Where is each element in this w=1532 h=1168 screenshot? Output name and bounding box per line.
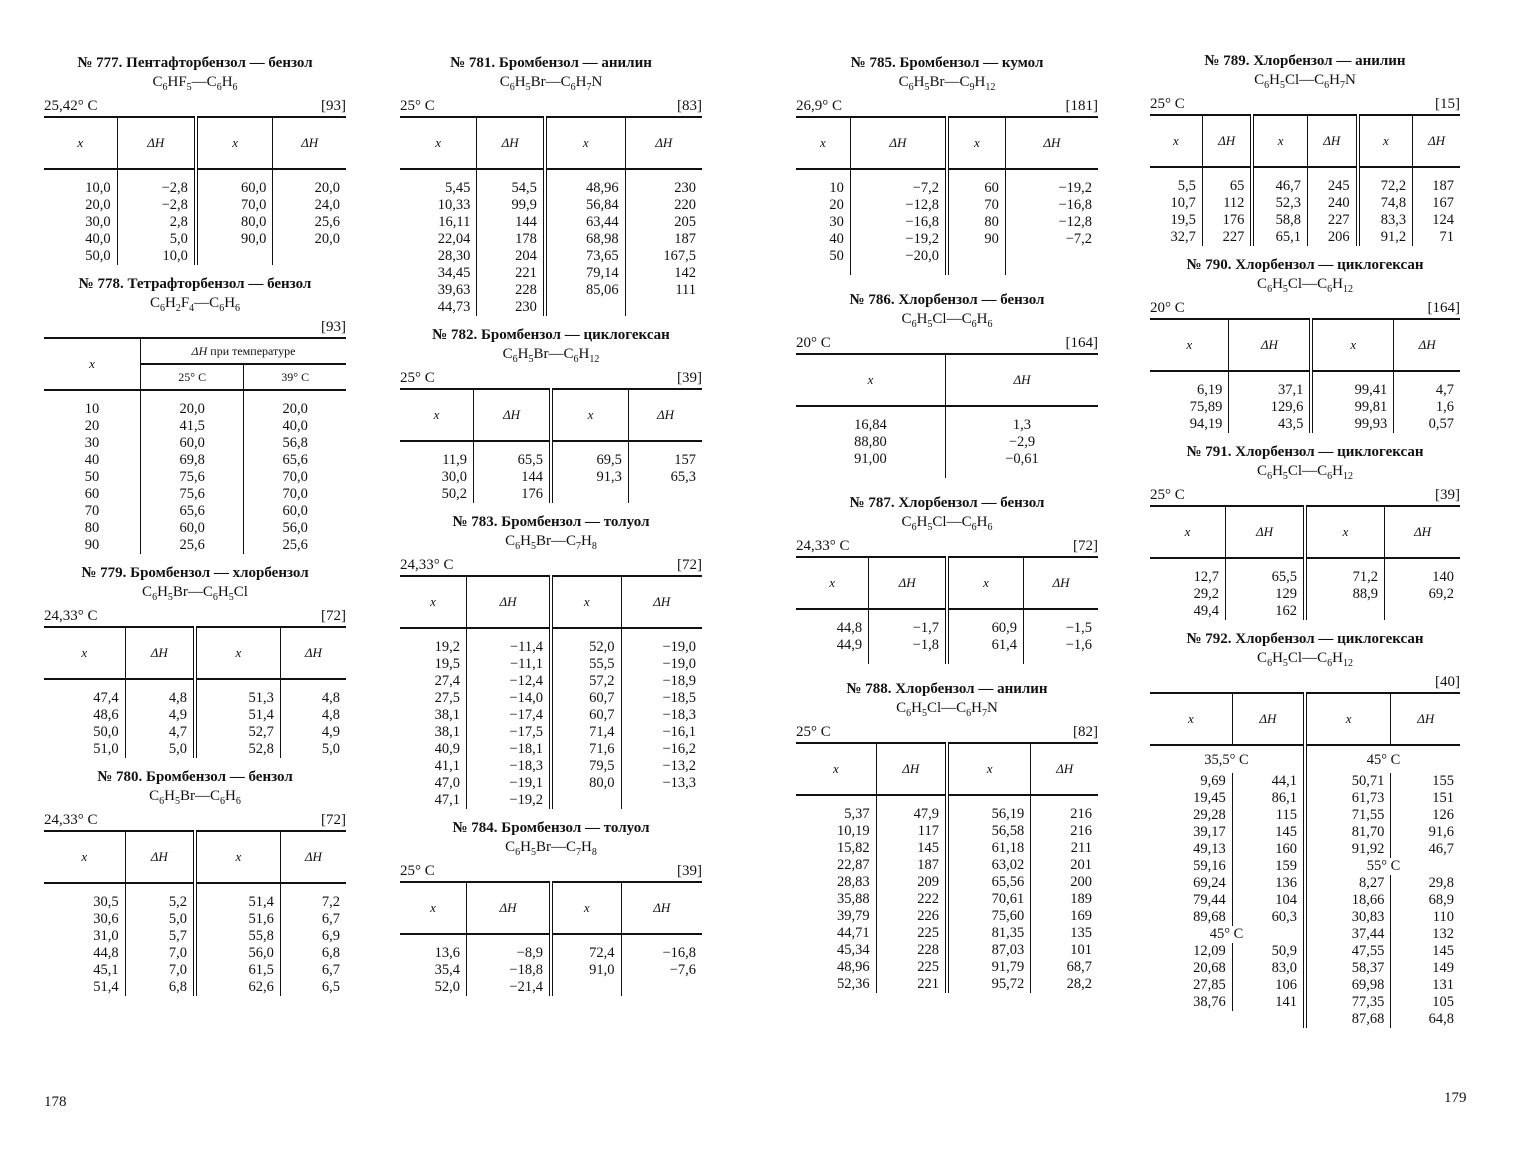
table-title: № 787. Хлорбензол — бензол [849,495,1045,511]
table-row: 29,2 129 88,9 69,2 [1150,586,1460,603]
reference: [93] [321,319,346,335]
table-row: 52,36 221 95,72 28,2 [796,976,1098,993]
table-row: 50 75,6 70,0 [44,469,346,486]
table-row: 48,6 4,9 51,4 4,8 [44,707,346,724]
table-title: № 782. Бромбензол — циклогексан [432,327,670,343]
table-787 [796,494,1098,664]
table-meta [44,318,346,337]
col-header: x [1252,115,1307,167]
reference: [72] [321,608,346,624]
table-row: 11,9 65,5 69,5 157 [400,452,702,469]
col-header: x [947,743,1031,795]
table-row: 30,6 5,0 51,6 6,7 [44,911,346,928]
table-row: 47,4 4,8 51,3 4,8 [44,690,346,707]
table-row: 13,6 −8,9 72,4 −16,8 [400,945,702,962]
table-row: 39,63 228 85,06 111 [400,282,702,299]
table-row: 48,96 225 91,79 68,7 [796,959,1098,976]
temperature: 25° C [1150,96,1185,112]
table-formula: $C_6H_5Cl—C_6H_7N$ [1254,72,1356,91]
table-row: 34,45 221 79,14 142 [400,265,702,282]
data-table [44,116,346,265]
table-row: 5,45 54,5 48,96 230 [400,180,702,197]
col-header: x [1150,693,1232,745]
table-formula: $C_6H_2F_4—C_6H_6$ [149,295,241,314]
table-row: 29,28 115 71,55 126 [1150,807,1460,824]
table-title: № 789. Хлорбензол — анилин [1204,53,1406,69]
col-header: ΔH [467,882,551,934]
table-row: 28,30 204 73,65 167,5 [400,248,702,265]
table-row: 50,2 176 [400,486,702,503]
table-row: 49,13 160 91,92 46,7 [1150,841,1460,858]
col-header: ΔH [850,117,947,169]
data-table [796,742,1098,993]
col-header: x [551,389,628,441]
reference: [82] [1073,724,1098,740]
table-meta [44,607,346,626]
table-row: 88,80 −2,9 [796,434,1098,451]
table-meta [796,537,1098,556]
col-header: ΔH при температуре [141,338,347,364]
table-row: 19,5 −11,1 55,5 −19,0 [400,656,702,673]
data-table [796,556,1098,664]
table-row: 45° C 37,44 132 [1150,926,1460,943]
col-header: x [196,117,273,169]
table-792 [1150,630,1460,1028]
col-header: x [44,627,125,679]
col-header: x [195,627,280,679]
table-row: 22,04 178 68,98 187 [400,231,702,248]
table-row: 19,2 −11,4 52,0 −19,0 [400,639,702,656]
col-header: 39° C [281,369,310,384]
table-formula: $C_6H_5Br—C_6H_6$ [149,788,241,807]
table-meta [44,97,346,116]
data-table [1150,692,1460,1028]
table-row: 70 65,6 60,0 [44,503,346,520]
reference: [72] [677,557,702,573]
table-row: 47,1 −19,2 [400,792,702,809]
col-header: ΔH [656,407,674,422]
table-row: 50 −20,0 [796,248,1098,265]
col-header: x [796,743,876,795]
col-header: x [551,576,621,628]
table-row: 45,34 228 87,03 101 [796,942,1098,959]
table-meta [400,369,702,388]
col-header: ΔH [1413,524,1431,539]
table-title: № 783. Бромбензол — толуол [452,514,650,530]
table-title: № 780. Бромбензол — бензол [97,769,293,785]
col-header: ΔH [125,831,195,883]
col-header: ΔH [1013,372,1031,387]
table-title: № 791. Хлорбензол — циклогексан [1186,444,1424,460]
table-row: 44,73 230 [400,299,702,316]
data-table [1150,114,1460,246]
table-row: 27,4 −12,4 57,2 −18,9 [400,673,702,690]
column-4 [1150,52,1460,1038]
table-row: 40,0 5,0 90,0 20,0 [44,231,346,248]
table-title: № 781. Бромбензол — анилин [450,55,652,71]
table-row: 38,1 −17,5 71,4 −16,1 [400,724,702,741]
table-title: № 779. Бромбензол — хлорбензол [81,565,309,581]
table-778 [44,275,346,554]
table-meta [796,97,1098,116]
data-table [400,388,702,503]
table-row: 19,45 86,1 61,73 151 [1150,790,1460,807]
table-row: 40 −19,2 90 −7,2 [796,231,1098,248]
col-header: x [1358,115,1413,167]
table-row: 80 60,0 56,0 [44,520,346,537]
table-row: 6,19 37,1 99,41 4,7 [1150,382,1460,399]
reference: [164] [1427,300,1460,316]
table-title: № 785. Бромбензол — кумол [850,55,1044,71]
temperature: 20° C [1150,300,1185,316]
table-formula: $C_6H_5Br—C_6H_7N$ [499,74,603,93]
table-row: 30 60,0 56,8 [44,435,346,452]
temperature: 25° C [400,98,435,114]
col-header: ΔH [474,389,551,441]
table-meta [796,723,1098,742]
table-row: 87,68 64,8 [1150,1011,1460,1028]
col-header: ΔH [1232,693,1305,745]
col-header: x [796,354,945,406]
table-782 [400,326,702,503]
table-meta [44,811,346,830]
table-title: № 790. Хлорбензол — циклогексан [1186,257,1424,273]
table-row: 44,71 225 81,35 135 [796,925,1098,942]
col-header: ΔH [304,645,322,660]
col-header: ΔH [1418,337,1436,352]
table-row: 10,33 99,9 56,84 220 [400,197,702,214]
table-title: № 784. Бромбензол — толуол [452,820,650,836]
table-row: 20 −12,8 70 −16,8 [796,197,1098,214]
table-row: 22,87 187 63,02 201 [796,857,1098,874]
table-row: 51,4 6,8 62,6 6,5 [44,979,346,996]
table-row: 69,24 136 8,27 29,8 [1150,875,1460,892]
table-row: 27,85 106 69,98 131 [1150,977,1460,994]
table-row: 50,0 4,7 52,7 4,9 [44,724,346,741]
col-header: x [400,117,477,169]
col-header: x [1305,693,1391,745]
table-row: 28,83 209 65,56 200 [796,874,1098,891]
col-header: ΔH [117,117,196,169]
col-header: x [400,576,467,628]
col-header: 25° C [141,364,244,390]
col-header: ΔH [653,594,671,609]
col-header: ΔH [1428,133,1446,148]
table-row: 41,1 −18,3 79,5 −13,2 [400,758,702,775]
table-row: 59,16 159 55° C [1150,858,1460,875]
column-3 [796,54,1098,1003]
table-row: 38,76 141 77,35 105 [1150,994,1460,1011]
table-title: № 792. Хлорбензол — циклогексан [1186,631,1424,647]
table-row: 31,0 5,7 55,8 6,9 [44,928,346,945]
table-row: 47,0 −19,1 80,0 −13,3 [400,775,702,792]
col-header: ΔH [1052,575,1070,590]
col-header: x [1150,506,1226,558]
table-meta [400,862,702,881]
reference: [72] [1073,538,1098,554]
temperature: 25° C [796,724,831,740]
table-meta [1150,486,1460,505]
table-title: № 786. Хлорбензол — бензол [849,292,1045,308]
table-row: 12,7 65,5 71,2 140 [1150,569,1460,586]
table-row: 10,0 −2,8 60,0 20,0 [44,180,346,197]
table-row: 60 75,6 70,0 [44,486,346,503]
table-row: 44,8 −1,7 60,9 −1,5 [796,620,1098,637]
table-row: 10,7 112 52,3 240 74,8 167 [1150,195,1460,212]
temperature: 24,33° C [44,608,98,624]
table-formula: $C_6H_5Br—C_7H_8$ [505,533,597,552]
table-row: 10,19 117 56,58 216 [796,823,1098,840]
col-header: x [44,831,125,883]
table-row: 19,5 176 58,8 227 83,3 124 [1150,212,1460,229]
table-row: 39,79 226 75,60 169 [796,908,1098,925]
table-row: 16,11 144 63,44 205 [400,214,702,231]
table-row: 39,17 145 81,70 91,6 [1150,824,1460,841]
table-row: 9,69 44,1 50,71 155 [1150,773,1460,790]
table-meta [400,97,702,116]
col-header: ΔH [1202,115,1252,167]
data-table [796,116,1098,275]
table-row: 44,9 −1,8 61,4 −1,6 [796,637,1098,654]
col-header: x [796,557,869,609]
table-formula: $C_6H_5Cl—C_6H_{12}$ [1257,463,1353,482]
table-row: 79,44 104 18,66 68,9 [1150,892,1460,909]
reference: [39] [677,863,702,879]
column-2 [400,54,702,1006]
table-row: 30,0 144 91,3 65,3 [400,469,702,486]
col-header: ΔH [876,743,947,795]
table-meta [1150,95,1460,114]
table-row: 49,4 162 [1150,603,1460,620]
table-785 [796,54,1098,275]
table-formula: $C_6H_5Br—C_6H_{12}$ [502,346,600,365]
table-791 [1150,443,1460,620]
table-786 [796,291,1098,478]
data-table [1150,505,1460,620]
table-row: 12,09 50,9 47,55 145 [1150,943,1460,960]
table-row: 75,89 129,6 99,81 1,6 [1150,399,1460,416]
table-row: 40 69,8 65,6 [44,452,346,469]
table-row: 35,88 222 70,61 189 [796,891,1098,908]
table-formula: $C_6H_5Br—C_7H_8$ [505,839,597,858]
table-formula: $C_6H_5Cl—C_6H_{12}$ [1257,276,1353,295]
col-header: x [947,117,1005,169]
temperature: 26,9° C [796,98,843,114]
col-header: x [1150,115,1202,167]
table-row: 90 25,6 25,6 [44,537,346,554]
reference: [39] [677,370,702,386]
temperature: 24,33° C [400,557,454,573]
col-header: ΔH [125,627,195,679]
table-row: 30,0 2,8 80,0 25,6 [44,214,346,231]
table-title: № 788. Хлорбензол — анилин [846,681,1048,697]
page-number-left: 178 [44,1094,67,1110]
table-row: 27,5 −14,0 60,7 −18,5 [400,690,702,707]
table-row: 91,00 −0,61 [796,451,1098,468]
temperature: 25° C [400,370,435,386]
temperature-group-label: 45° C [1150,926,1305,943]
reference: [72] [321,812,346,828]
table-row: 50,0 10,0 [44,248,346,265]
col-header: ΔH [1417,711,1435,726]
col-header: ΔH [1043,135,1061,150]
table-781 [400,54,702,316]
col-header: x [796,117,850,169]
table-row: 10 20,0 20,0 [44,401,346,418]
table-formula: $C_6H_5Cl—C_6H_{12}$ [1257,650,1353,669]
reference: [39] [1435,487,1460,503]
table-row: 44,8 7,0 56,0 6,8 [44,945,346,962]
table-title: № 778. Тетрафторбензол — бензол [78,276,312,292]
temperature: 20° C [796,335,831,351]
col-header: x [1305,506,1384,558]
col-header: ΔH [301,135,319,150]
table-row: 40,9 −18,1 71,6 −16,2 [400,741,702,758]
reference: [15] [1435,96,1460,112]
data-table [44,626,346,758]
temperature: 25° C [400,863,435,879]
table-790 [1150,256,1460,433]
table-row: 5,5 65 46,7 245 72,2 187 [1150,178,1460,195]
table-meta [1150,673,1460,692]
temperature: 24,33° C [44,812,98,828]
col-header: x [195,831,280,883]
table-formula: $C_6H_5Cl—C_6H_6$ [901,311,993,330]
temperature: 24,33° C [796,538,850,554]
temperature-group-row: 35,5° C 45° C [1150,745,1460,773]
table-788 [796,680,1098,993]
col-header: ΔH [869,557,947,609]
table-meta [796,334,1098,353]
table-783 [400,513,702,809]
col-header: ΔH [1229,319,1311,371]
table-row: 51,0 5,0 52,8 5,0 [44,741,346,758]
table-formula: $C_6HF_5—C_6H_6$ [152,74,238,93]
table-row: 20,68 83,0 58,37 149 [1150,960,1460,977]
data-table [1150,318,1460,433]
table-row: 45,1 7,0 61,5 6,7 [44,962,346,979]
table-meta [1150,299,1460,318]
table-row: 94,19 43,5 99,93 0,57 [1150,416,1460,433]
table-formula: $C_6H_5Br—C_6H_5Cl$ [142,584,248,603]
col-header: x [545,117,625,169]
table-row: 16,84 1,3 [796,417,1098,434]
table-formula: $C_6H_5Br—C_9H_{12}$ [898,74,996,93]
reference: [40] [1435,674,1460,690]
temperature: 25° C [1150,487,1185,503]
col-header: x [44,117,117,169]
table-row: 32,7 227 65,1 206 91,2 71 [1150,229,1460,246]
data-table [400,116,702,316]
table-784 [400,819,702,996]
column-1 [44,54,346,1006]
reference: [83] [677,98,702,114]
col-header: ΔH [1226,506,1305,558]
col-header: ΔH [655,135,673,150]
col-header: x [44,338,141,390]
data-table [796,353,1098,478]
col-header: x [551,882,621,934]
table-row: 52,0 −21,4 [400,979,702,996]
table-row: 30 −16,8 80 −12,8 [796,214,1098,231]
col-header: ΔH [653,900,671,915]
table-formula: $C_6H_5Cl—C_6H_6$ [901,514,993,533]
col-header: ΔH [1056,761,1074,776]
col-header: ΔH [304,849,322,864]
table-777 [44,54,346,265]
table-meta [400,556,702,575]
temperature-group-label: 55° C [1366,858,1401,874]
col-header: x [400,882,467,934]
col-header: ΔH [477,117,545,169]
table-row: 5,37 47,9 56,19 216 [796,806,1098,823]
table-row: 20 41,5 40,0 [44,418,346,435]
table-row: 10 −7,2 60 −19,2 [796,180,1098,197]
table-row: 38,1 −17,4 60,7 −18,3 [400,707,702,724]
table-row: 20,0 −2,8 70,0 24,0 [44,197,346,214]
reference: [93] [321,98,346,114]
reference: [164] [1065,335,1098,351]
table-780 [44,768,346,996]
col-header: x [400,389,474,441]
table-789 [1150,52,1460,246]
table-formula: $C_6H_5Cl—C_6H_7N$ [896,700,998,719]
col-header: x [947,557,1024,609]
data-table [400,575,702,809]
col-header: x [1150,319,1229,371]
col-header: ΔH [1307,115,1357,167]
table-row: 89,68 60,3 30,83 110 [1150,909,1460,926]
data-table [44,337,346,554]
temperature: 25,42° C [44,98,98,114]
col-header: ΔH [467,576,551,628]
data-table [400,881,702,996]
page-number-right: 179 [1444,1090,1467,1106]
table-row: 15,82 145 61,18 211 [796,840,1098,857]
data-table [44,830,346,996]
table-779 [44,564,346,758]
reference: [181] [1065,98,1098,114]
table-row: 30,5 5,2 51,4 7,2 [44,894,346,911]
table-title: № 777. Пентафторбензол — бензол [77,55,313,71]
col-header: x [1311,319,1393,371]
table-row: 35,4 −18,8 91,0 −7,6 [400,962,702,979]
